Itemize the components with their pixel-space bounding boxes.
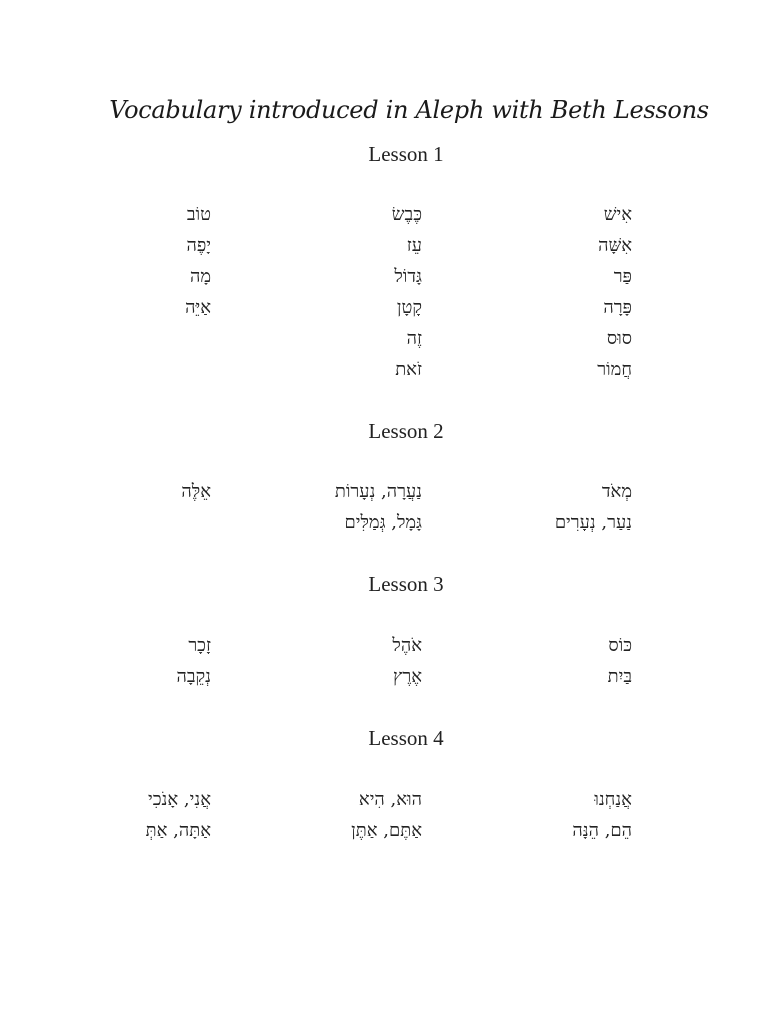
lesson-4-word: אֲנַחְנוּ: [594, 789, 632, 810]
lesson-1-word: גָּדוֹל: [394, 266, 422, 287]
lesson-4-heading: Lesson 4: [368, 726, 444, 750]
lesson-1-word: מָה: [189, 266, 211, 287]
lesson-1-heading: Lesson 1: [368, 142, 444, 166]
lesson-3-heading: Lesson 3: [368, 572, 444, 596]
lesson-4-word: אֲנִי, אָנֹכִי: [148, 789, 211, 810]
lesson-1-word: אִשָּׁה: [598, 235, 632, 256]
lesson-4-word: אַתֶּם, אַתֶּן: [351, 820, 422, 841]
lesson-1-word: זֹאת: [395, 359, 422, 380]
lesson-1-word: אַיֵּה: [185, 297, 211, 318]
lesson-1-word: קָטָן: [396, 297, 422, 318]
lesson-2-word: מְאֹד: [601, 481, 632, 502]
lesson-4-word: אַתָּה, אַתְּ: [145, 820, 211, 841]
lesson-3-word: נְקֵבָה: [176, 666, 211, 687]
lesson-1-word: טוֹב: [186, 204, 211, 225]
lesson-1-word: פָּרָה: [603, 297, 632, 318]
lesson-1-word: סוּס: [606, 328, 632, 349]
lesson-3-word: כּוֹס: [608, 635, 632, 656]
lesson-2-word: נַעַר, נְעָרִים: [554, 512, 632, 533]
lesson-2-word: נַעֲרָה, נְעָרוֹת: [334, 481, 422, 502]
lesson-2-heading: Lesson 2: [368, 419, 444, 443]
lesson-3-word: זָכָר: [188, 635, 211, 656]
lesson-1-word: חֲמוֹר: [597, 359, 632, 380]
lesson-1-word: יָפֶה: [186, 235, 211, 256]
lesson-1-word: אִישׁ: [603, 204, 632, 225]
lesson-3-word: אֶרֶץ: [392, 666, 422, 687]
lesson-3-word: אֹהֶל: [392, 635, 422, 656]
page-title: Vocabulary introduced in Aleph with Beth Lessons: [109, 96, 709, 124]
lesson-2-word: אֵלֶּה: [181, 481, 211, 502]
lesson-4-word: הֵם, הֵנָּה: [572, 820, 632, 841]
lesson-3-word: בַּיִת: [607, 666, 632, 687]
lesson-1-word: פַּר: [613, 266, 632, 287]
lesson-1-word: כֶּבֶשׂ: [391, 204, 422, 225]
lesson-1-word: עֵז: [406, 235, 422, 256]
lesson-4-word: הוּא, הִיא: [358, 789, 422, 810]
lesson-2-word: גָּמָל, גְּמַלִּים: [344, 512, 422, 533]
lesson-1-word: זֶה: [406, 328, 422, 349]
